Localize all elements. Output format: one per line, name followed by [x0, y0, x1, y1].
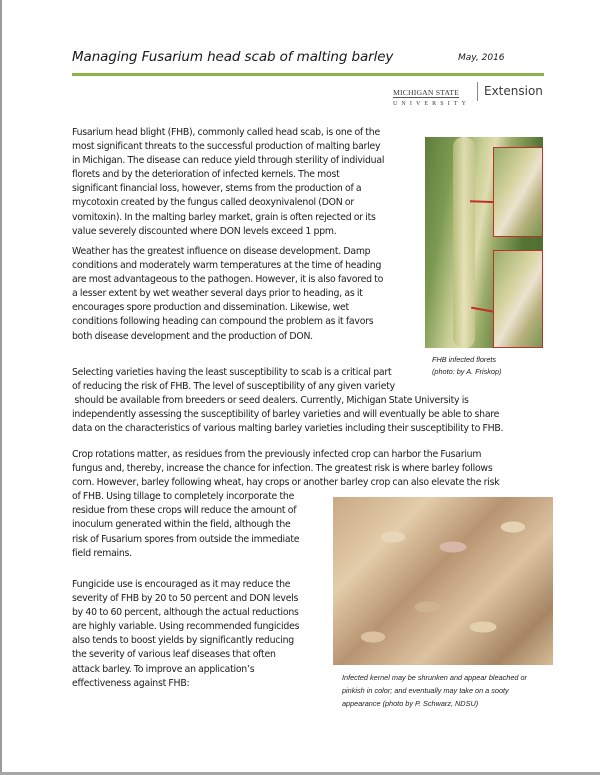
text-line: by 40 to 60 percent, although the actual reductions	[72, 607, 299, 619]
text-line: mycotoxin created by the fungus called deoxynivalenol (DON or	[72, 197, 354, 209]
infected-florets-photo	[425, 137, 543, 348]
logo-line1: MICHIGAN STATE	[393, 88, 459, 97]
text-line: florets and by the deterioration of infected kernels. The most	[72, 169, 340, 181]
caption-line: appearance (photo by P. Schwarz, NDSU)	[342, 699, 479, 708]
page-border	[0, 0, 2, 775]
paragraph-weather	[72, 245, 417, 344]
text-line: are most advantageous to the pathogen. However, it is also favored to	[72, 274, 384, 286]
text-line: fungus and, thereby, increase the chance for infection. The greatest risk is where barley follows	[72, 463, 493, 475]
document-title: Managing Fusarium head scab of malting barley	[72, 49, 394, 65]
text-line: independently assessing the susceptibility of barley varieties and will eventually be able to share	[72, 409, 500, 421]
text-line: risk of Fusarium spores from outside the immediate	[72, 533, 300, 545]
caption-line: (photo: by A. Friskop)	[432, 366, 502, 376]
text-line: are highly variable. Using recommended fungicides	[72, 621, 300, 633]
logo-divider	[477, 82, 478, 101]
text-line: both disease development and the production of DON.	[72, 330, 313, 342]
text-line: most significant threats to the successful production of malting barley	[72, 141, 381, 153]
text-line: Fungicide use is encouraged as it may reduce the	[72, 579, 291, 590]
text-line: a lesser extent by wet weather several days prior to heading, as it	[72, 288, 363, 300]
barley-head	[453, 137, 475, 348]
text-line: in Michigan. The disease can reduce yield through sterility of individual	[72, 155, 385, 167]
text-line: Fusarium head blight (FHB), commonly called head scab, is one of the	[72, 127, 380, 138]
header-rule	[72, 73, 544, 76]
text-line: should be available from breeders or seed dealers. Currently, Michigan State University is	[72, 395, 469, 407]
text-line: also tends to boost yields by significantly reducing	[72, 635, 294, 647]
text-line: significant financial loss, however, stems from the production of a	[72, 183, 362, 195]
paragraph-fungicide	[72, 578, 332, 691]
text-line: of reducing the risk of FHB. The level of susceptibility of any given variety	[72, 381, 395, 393]
caption-line: FHB infected florets	[432, 355, 497, 364]
text-line: of FHB. Using tillage to completely incorporate the	[72, 491, 295, 503]
caption-line: pinkish in color; and eventually may take on a sooty	[342, 686, 509, 695]
text-line: field remains.	[72, 547, 132, 559]
text-line: data on the characteristics of various malting barley varieties including their susceptibility to FHB.	[72, 423, 504, 435]
text-line: vomitoxin). In the malting barley market, grain is often rejected or its	[72, 211, 376, 223]
text-line: attack barley. To improve an application’s	[72, 663, 255, 675]
logo-line2: UNIVERSITY	[393, 101, 470, 107]
text-line: encourages spore production and dissemination. Likewise, wet	[72, 302, 349, 314]
figure-caption	[432, 354, 501, 377]
msu-wordmark	[393, 82, 471, 108]
figure-caption	[342, 671, 567, 710]
zoom-inset	[493, 147, 543, 237]
paragraph-intro	[72, 126, 417, 239]
document-date: May, 2016	[458, 53, 505, 63]
text-line: conditions and moderately warm temperatures at the time of heading	[72, 260, 382, 272]
text-line: severity of FHB by 20 to 50 percent and DON levels	[72, 593, 299, 605]
text-line: Selecting varieties having the least susceptibility to scab is a critical part	[72, 367, 392, 378]
text-line: the severity of various leaf diseases that often	[72, 649, 276, 661]
text-line: inoculum generated within the field, although the	[72, 519, 291, 531]
text-line: conditions following heading can compound the problem as it favors	[72, 316, 374, 328]
caption-line: Infected kernel may be shrunken and appear bleached or	[342, 673, 527, 682]
text-line: Weather has the greatest influence on disease development. Damp	[72, 246, 371, 257]
text-line: corn. However, barley following wheat, hay crops or another barley crop can also elevate the risk	[72, 477, 500, 489]
text-line: value severely discounted where DON levels exceed 1 ppm.	[72, 225, 337, 237]
text-line: residue from these crops will reduce the amount of	[72, 505, 297, 517]
infected-kernels-photo	[333, 497, 553, 665]
text-line: effectiveness against FHB:	[72, 677, 190, 689]
zoom-inset	[493, 250, 543, 348]
logo-extension: Extension	[484, 84, 543, 98]
text-line: Crop rotations matter, as residues from the previously infected crop can harbor the Fusarium	[72, 449, 482, 460]
